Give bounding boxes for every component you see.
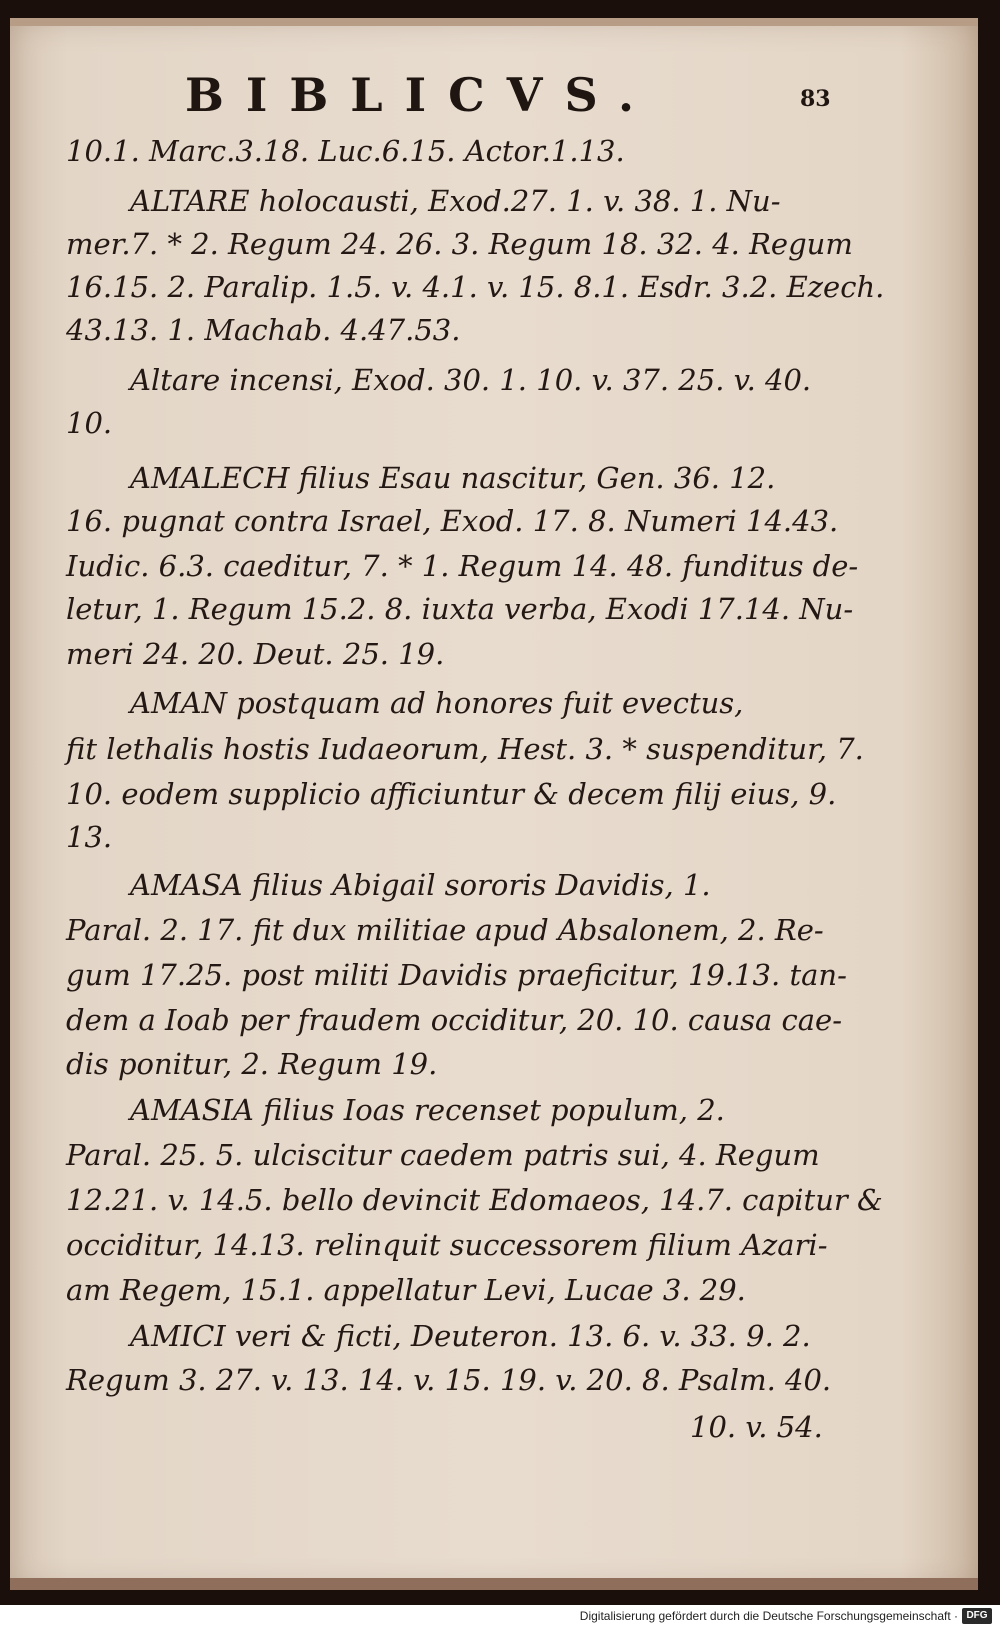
text-line: AMICI veri & ficti, Deuteron. 13. 6. v. 33. 9. 2. bbox=[130, 1319, 811, 1353]
text-line: 12.21. v. 14.5. bello devincit Edomaeos, 14.7. capitur & bbox=[66, 1183, 883, 1217]
text-line: am Regem, 15.1. appellatur Levi, Lucae 3. 29. bbox=[66, 1273, 746, 1307]
text-line: mer.7. * 2. Regum 24. 26. 3. Regum 18. 32. 4. Regum bbox=[66, 227, 853, 261]
text-line: 10. bbox=[66, 406, 113, 440]
text-line: AMALECH filius Esau nascitur, Gen. 36. 12. bbox=[130, 461, 776, 495]
dfg-logo-icon: DFG bbox=[962, 1608, 992, 1624]
text-line: ALTARE holocausti, Exod.27. 1. v. 38. 1. Nu- bbox=[130, 184, 781, 218]
text-line: fit lethalis hostis Iudaeorum, Hest. 3. * suspenditur, 7. bbox=[66, 732, 864, 766]
running-head: BIBLICVS. bbox=[185, 68, 657, 122]
text-line: 10. v. 54. bbox=[690, 1410, 823, 1444]
text-line: meri 24. 20. Deut. 25. 19. bbox=[66, 637, 445, 671]
text-line: letur, 1. Regum 15.2. 8. iuxta verba, Exodi 17.14. Nu- bbox=[66, 592, 854, 626]
text-line: 43.13. 1. Machab. 4.47.53. bbox=[66, 313, 461, 347]
text-line: 16.15. 2. Paralip. 1.5. v. 4.1. v. 15. 8.1. Esdr. 3.2. Ezech. bbox=[66, 270, 885, 304]
text-line: Iudic. 6.3. caeditur, 7. * 1. Regum 14. 48. funditus de- bbox=[66, 549, 859, 583]
text-line: gum 17.25. post militi Davidis praeficitur, 19.13. tan- bbox=[66, 958, 847, 992]
digitization-credit: Digitalisierung gefördert durch die Deutsche Forschungsgemeinschaft · bbox=[579, 1609, 958, 1623]
page-bottom-edge bbox=[10, 1578, 978, 1590]
text-line: 16. pugnat contra Israel, Exod. 17. 8. Numeri 14.43. bbox=[66, 504, 839, 538]
text-line: AMASA filius Abigail sororis Davidis, 1. bbox=[130, 868, 711, 902]
text-line: AMAN postquam ad honores fuit evectus, bbox=[130, 686, 744, 720]
text-line: 10.1. Marc.3.18. Luc.6.15. Actor.1.13. bbox=[66, 134, 625, 168]
text-line: dis ponitur, 2. Regum 19. bbox=[66, 1047, 438, 1081]
text-line: Regum 3. 27. v. 13. 14. v. 15. 19. v. 20. 8. Psalm. 40. bbox=[66, 1363, 832, 1397]
text-line: Altare incensi, Exod. 30. 1. 10. v. 37. 25. v. 40. bbox=[130, 363, 812, 397]
text-line: dem a Ioab per fraudem occiditur, 20. 10. causa cae- bbox=[66, 1003, 843, 1037]
text-line: 13. bbox=[66, 820, 113, 854]
text-line: 10. eodem supplicio afficiuntur & decem filij eius, 9. bbox=[66, 777, 837, 811]
page-top-edge bbox=[10, 18, 978, 26]
text-line: AMASIA filius Ioas recenset populum, 2. bbox=[130, 1093, 725, 1127]
page-number: 83 bbox=[800, 86, 831, 112]
text-line: Paral. 25. 5. ulciscitur caedem patris sui, 4. Regum bbox=[66, 1138, 820, 1172]
text-line: Paral. 2. 17. fit dux militiae apud Absalonem, 2. Re- bbox=[66, 913, 824, 947]
text-line: occiditur, 14.13. relinquit successorem filium Azari- bbox=[66, 1228, 828, 1262]
